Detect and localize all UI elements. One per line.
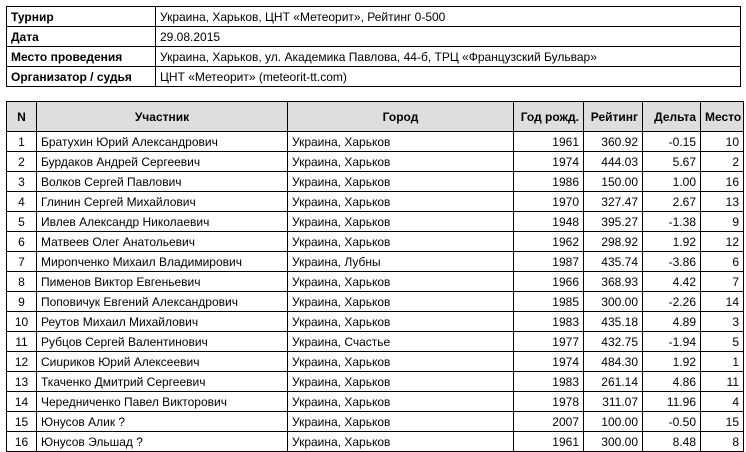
cell-place: 13 [701, 192, 744, 212]
cell-place: 15 [701, 412, 744, 432]
cell-n: 15 [7, 412, 37, 432]
info-value: ЦНТ «Метеорит» (meteorit-tt.com) [156, 67, 741, 87]
table-row [7, 292, 744, 312]
col-header-place: Место [701, 102, 744, 132]
cell-city: Украина, Счастье [288, 332, 514, 352]
info-label: Организатор / судья [7, 67, 156, 87]
cell-rating: 327.47 [584, 192, 643, 212]
cell-participant: Матвеев Олег Анатольевич [37, 232, 288, 252]
cell-participant: Сиupиков Юрий Алексеевич [37, 352, 288, 372]
cell-birth-year: 1962 [514, 232, 584, 252]
cell-place: 10 [701, 132, 744, 152]
cell-delta: -2.26 [643, 292, 701, 312]
cell-birth-year: 1977 [514, 332, 584, 352]
cell-n: 2 [7, 152, 37, 172]
cell-birth-year: 1983 [514, 312, 584, 332]
cell-city: Украина, Харьков [288, 412, 514, 432]
cell-delta: 1.00 [643, 172, 701, 192]
results-header-row [7, 102, 744, 132]
cell-city: Украина, Харьков [288, 432, 514, 452]
cell-city: Украина, Харьков [288, 292, 514, 312]
cell-delta: -1.38 [643, 212, 701, 232]
cell-n: 3 [7, 172, 37, 192]
cell-rating: 484.30 [584, 352, 643, 372]
info-label: Место проведения [7, 47, 156, 67]
cell-rating: 298.92 [584, 232, 643, 252]
cell-birth-year: 1978 [514, 392, 584, 412]
cell-delta: -0.50 [643, 412, 701, 432]
info-label: Дата [7, 27, 156, 47]
cell-n: 9 [7, 292, 37, 312]
cell-rating: 150.00 [584, 172, 643, 192]
cell-city: Украина, Харьков [288, 212, 514, 232]
cell-place: 11 [701, 372, 744, 392]
tournament-info-body [7, 7, 741, 87]
cell-birth-year: 1970 [514, 192, 584, 212]
cell-place: 4 [701, 392, 744, 412]
cell-delta: 8.48 [643, 432, 701, 452]
cell-place: 8 [701, 432, 744, 452]
table-row [7, 232, 744, 252]
cell-n: 16 [7, 432, 37, 452]
cell-participant: Юнусов Эльшад ? [37, 432, 288, 452]
cell-n: 11 [7, 332, 37, 352]
table-row [7, 412, 744, 432]
cell-rating: 360.92 [584, 132, 643, 152]
cell-delta: 5.67 [643, 152, 701, 172]
cell-participant: Волков Сергей Павлович [37, 172, 288, 192]
cell-city: Украина, Харьков [288, 272, 514, 292]
cell-participant: Поповичук Евгений Александрович [37, 292, 288, 312]
cell-birth-year: 1974 [514, 152, 584, 172]
cell-n: 10 [7, 312, 37, 332]
cell-rating: 444.03 [584, 152, 643, 172]
info-row [7, 67, 741, 87]
info-value: 29.08.2015 [156, 27, 741, 47]
col-header-participant: Участник [37, 102, 288, 132]
results-body [7, 132, 744, 452]
cell-city: Украина, Харьков [288, 152, 514, 172]
cell-rating: 432.75 [584, 332, 643, 352]
cell-rating: 100.00 [584, 412, 643, 432]
cell-rating: 435.18 [584, 312, 643, 332]
cell-birth-year: 2007 [514, 412, 584, 432]
cell-city: Украина, Харьков [288, 172, 514, 192]
table-row [7, 192, 744, 212]
info-value: Украина, Харьков, ЦНТ «Метеорит», Рейтинг 0-500 [156, 7, 741, 27]
cell-place: 3 [701, 312, 744, 332]
cell-rating: 311.07 [584, 392, 643, 412]
table-row [7, 212, 744, 232]
cell-city: Украина, Харьков [288, 392, 514, 412]
cell-city: Украина, Харьков [288, 372, 514, 392]
col-header-rating: Рейтинг [584, 102, 643, 132]
cell-n: 5 [7, 212, 37, 232]
cell-delta: 1.92 [643, 352, 701, 372]
cell-delta: 2.67 [643, 192, 701, 212]
cell-participant: Глинин Сергей Михайлович [37, 192, 288, 212]
cell-n: 7 [7, 252, 37, 272]
table-row [7, 332, 744, 352]
cell-delta: 4.42 [643, 272, 701, 292]
cell-place: 14 [701, 292, 744, 312]
cell-n: 8 [7, 272, 37, 292]
cell-delta: 1.92 [643, 232, 701, 252]
cell-city: Украина, Харьков [288, 132, 514, 152]
cell-place: 7 [701, 272, 744, 292]
cell-birth-year: 1983 [514, 372, 584, 392]
cell-n: 12 [7, 352, 37, 372]
cell-rating: 368.93 [584, 272, 643, 292]
tournament-info-table [6, 6, 741, 87]
cell-delta: 4.86 [643, 372, 701, 392]
cell-n: 6 [7, 232, 37, 252]
info-row [7, 7, 741, 27]
cell-place: 12 [701, 232, 744, 252]
cell-birth-year: 1948 [514, 212, 584, 232]
cell-place: 5 [701, 332, 744, 352]
cell-birth-year: 1966 [514, 272, 584, 292]
cell-participant: Бурдаков Андрей Сергеевич [37, 152, 288, 172]
cell-participant: Ткаченко Дмитрий Сергеевич [37, 372, 288, 392]
info-row [7, 47, 741, 67]
table-row [7, 132, 744, 152]
cell-n: 1 [7, 132, 37, 152]
cell-n: 4 [7, 192, 37, 212]
cell-place: 9 [701, 212, 744, 232]
cell-birth-year: 1961 [514, 132, 584, 152]
table-row [7, 172, 744, 192]
cell-participant: Реутов Михаил Михайлович [37, 312, 288, 332]
cell-participant: Юнусов Алик ? [37, 412, 288, 432]
cell-participant: Пименов Виктор Евгеньевич [37, 272, 288, 292]
cell-place: 6 [701, 252, 744, 272]
col-header-city: Город [288, 102, 514, 132]
cell-birth-year: 1987 [514, 252, 584, 272]
col-header-delta: Дельта [643, 102, 701, 132]
cell-n: 13 [7, 372, 37, 392]
table-row [7, 392, 744, 412]
cell-n: 14 [7, 392, 37, 412]
cell-participant: Чередниченко Павел Викторович [37, 392, 288, 412]
cell-rating: 300.00 [584, 432, 643, 452]
cell-city: Украина, Лубны [288, 252, 514, 272]
cell-city: Украина, Харьков [288, 232, 514, 252]
cell-delta: 11.96 [643, 392, 701, 412]
cell-city: Украина, Харьков [288, 312, 514, 332]
cell-delta: -1.94 [643, 332, 701, 352]
cell-place: 1 [701, 352, 744, 372]
info-label: Турнир [7, 7, 156, 27]
cell-delta: -3.86 [643, 252, 701, 272]
col-header-birth-year: Год рожд. [514, 102, 584, 132]
table-row [7, 352, 744, 372]
cell-birth-year: 1974 [514, 352, 584, 372]
table-row [7, 252, 744, 272]
results-table [6, 101, 744, 452]
cell-participant: Братухин Юрий Александрович [37, 132, 288, 152]
col-header-n: N [7, 102, 37, 132]
cell-participant: Мирonченко Михаил Владимирович [37, 252, 288, 272]
table-row [7, 152, 744, 172]
cell-rating: 300.00 [584, 292, 643, 312]
cell-birth-year: 1986 [514, 172, 584, 192]
table-row [7, 432, 744, 452]
cell-participant: Ивлев Александр Николаевич [37, 212, 288, 232]
cell-city: Украина, Харьков [288, 352, 514, 372]
cell-birth-year: 1961 [514, 432, 584, 452]
cell-place: 2 [701, 152, 744, 172]
cell-rating: 261.14 [584, 372, 643, 392]
cell-city: Украина, Харьков [288, 192, 514, 212]
info-row [7, 27, 741, 47]
cell-delta: -0.15 [643, 132, 701, 152]
cell-rating: 395.27 [584, 212, 643, 232]
table-row [7, 272, 744, 292]
cell-rating: 435.74 [584, 252, 643, 272]
cell-place: 16 [701, 172, 744, 192]
cell-birth-year: 1985 [514, 292, 584, 312]
table-row [7, 372, 744, 392]
info-value: Украина, Харьков, ул. Академика Павлова, 44-б, ТРЦ «Французский Бульвар» [156, 47, 741, 67]
cell-delta: 4.89 [643, 312, 701, 332]
table-row [7, 312, 744, 332]
cell-participant: Рубцов Сергей Валентинович [37, 332, 288, 352]
